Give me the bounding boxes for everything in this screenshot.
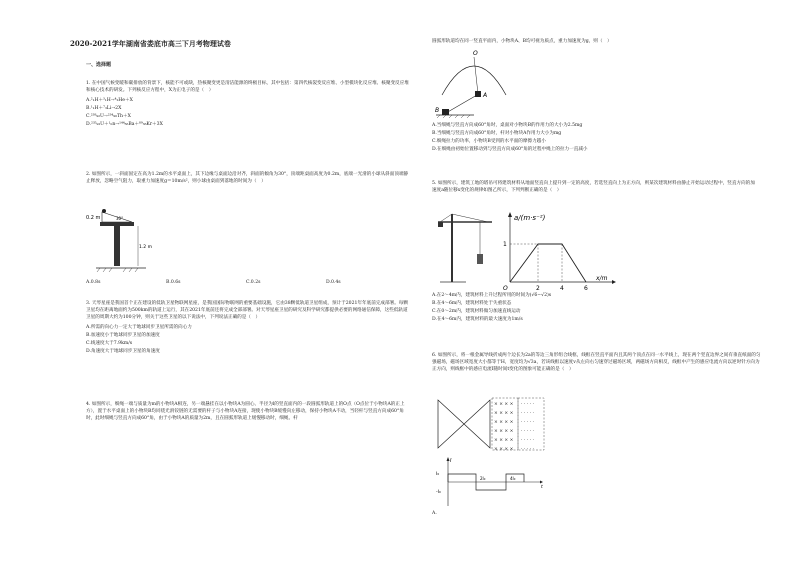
option-c: C.线速度大于7.9km/s	[86, 340, 133, 346]
x-axis-label: x/m	[596, 275, 608, 282]
label-a: A	[483, 92, 488, 99]
option-a: A.在2～4m内，建筑材料上升过程所用的时间为(√6−√2)s	[432, 293, 552, 298]
option-a: A.²₁H＋³₁H→⁴₂He＋X	[86, 98, 133, 104]
label-o: O	[473, 50, 478, 57]
label-2i0: 2I₀	[480, 476, 486, 481]
acceleration-line	[510, 244, 586, 282]
block-b	[442, 109, 449, 115]
question-5-options	[432, 292, 757, 324]
option-c: C.0.2s	[246, 280, 261, 285]
svg-text:· · · · ·: · · · · ·	[521, 429, 534, 434]
section-heading: 一、选择题	[86, 62, 112, 68]
svg-text:× × × ×: × × × ×	[494, 447, 514, 452]
svg-text:· · · · ·: · · · · ·	[521, 438, 534, 443]
question-2-text: 2. 如图所示，一斜面固定在高为1.2m的水平桌面上，其下边缘与桌面边沿对齐，斜面的倾角为30°，顶端距桌面高度为0.2m，底端一光滑的小球从斜面顶端静止释放，忽略空气阻力，取重力加速度g＝10m/s²，则小球由桌面到落地的时间为（ ）	[86, 172, 409, 185]
question-5	[432, 180, 757, 194]
option-a: A.所需的向心力一定大于地球同步卫星所需的向心力	[86, 324, 192, 330]
field-into-page	[494, 401, 514, 452]
svg-text:· · · · ·: · · · · ·	[521, 447, 534, 452]
arc-track	[442, 66, 506, 95]
option-d: D.²³⁵₉₂U＋¹₀n→¹⁴⁴₅₆Ba＋⁸⁹₃₆Kr＋3X	[86, 122, 163, 128]
option-a: A.0.8s	[86, 280, 101, 285]
option-c: C.在0～2m内，建筑材料做匀加速直线运动	[432, 309, 521, 314]
triangle-right	[464, 400, 490, 448]
svg-text:× × × ×: × × × ×	[494, 429, 514, 434]
label-0.2m: 0.2 m	[86, 215, 101, 221]
table-top	[100, 222, 134, 226]
question-6	[432, 352, 762, 374]
option-a: A.当细绳与竖直方向成60°角时，桌面对小物块B的作用力的大小为2.5mg	[432, 123, 583, 128]
crane-figure	[436, 210, 494, 286]
option-b: B.加速度小于地球同步卫星的加速度	[86, 332, 160, 338]
ground-hatch	[97, 268, 138, 272]
svg-text:× × × ×: × × × ×	[494, 411, 514, 416]
x-tick-6: 6	[584, 285, 588, 292]
load	[477, 254, 483, 264]
svg-text:· · · · ·: · · · · ·	[521, 411, 534, 416]
option-b: B.当细绳与竖直方向成60°角时，杆对小物块A作用力大小为mg	[432, 131, 562, 136]
label-neg-i0: -I₀	[436, 490, 441, 495]
y-axis-arrow	[508, 212, 512, 217]
option-d: D.0.4s	[326, 280, 341, 285]
svg-text:× × × ×: × × × ×	[494, 438, 514, 443]
question-4-options	[432, 122, 757, 154]
svg-text:· · · · ·: · · · · ·	[521, 420, 534, 425]
exam-title: 2020-2021学年湖南省娄底市高三下月考物理试卷	[70, 39, 231, 48]
x-tick-2: 2	[536, 285, 540, 292]
option-d: D.在细绳由初始位置移动到与竖直方向成60°角的过程中绳上的拉力一直减小	[432, 147, 588, 152]
question-5-text: 5. 如图所示，建筑工地的塔吊可将建筑材料从地面竖直向上提升到一定的高度，若选竖直向上为正方向，则某次建筑材料由静止开始运动过程中，竖直方向的加速度a随位移x变化的规律如图乙所示，下列判断正确的是（ ）	[432, 181, 755, 194]
option-b: B.0.6s	[166, 280, 181, 285]
label-30deg: 30°	[116, 216, 124, 221]
rod	[446, 95, 477, 113]
option-a: A.	[432, 511, 437, 516]
question-4	[86, 401, 411, 423]
label-i0: I₀	[436, 472, 440, 477]
svg-text:× × × ×: × × × ×	[494, 402, 514, 407]
block-a	[475, 91, 481, 97]
label-1.2m: 1.2 m	[139, 245, 152, 250]
option-c: C.²³⁸₉₂U→²³⁴₉₀Th＋X	[86, 114, 131, 120]
crane-cable-back	[440, 214, 452, 222]
question-2	[86, 171, 411, 185]
svg-text:· · · · ·: · · · · ·	[521, 402, 534, 407]
ball	[102, 209, 106, 213]
x-tick-4: 4	[560, 285, 564, 292]
question-3	[86, 300, 411, 356]
svg-text:× × × ×: × × × ×	[494, 420, 514, 425]
option-d: D.角速度大于地球同步卫星的角速度	[86, 348, 160, 354]
field-out-of-page	[521, 402, 534, 452]
current-time-graph	[436, 456, 546, 510]
question-6-text: 6. 如图所示，将一根金属导线折成两个边长为2a的等边三角形组合线框，线框在竖直平面内且其两个顶点在同一水平线上，现在两个竖直边界之间有垂直纸面的匀强磁场，磁场区域宽度大小都等于H，宽度均为√3a，若该线框以速度v从左向右匀速穿过磁场区域，两磁场方向相反，线框中产生的感应电流方向以逆时针方向为正方向，则线框中的感应电流I随时间t变化的图象可能正确的是（ ）	[432, 353, 761, 373]
question-6-options	[432, 510, 762, 518]
question-2-figure	[86, 206, 152, 276]
question-4-continued	[432, 38, 757, 45]
question-4-continued-text: 圆弧形轨道均在同一竖直平面内，小物块A、B均可视为质点，重力加速度为g，则（ ）	[432, 39, 612, 44]
label-4i0: 4I₀	[510, 476, 516, 481]
option-d: D.在4～6m内，建筑材料的最大速度为1m/s	[432, 317, 523, 322]
magnetic-field-figure	[436, 396, 546, 452]
option-b: B.在4～6m内，建筑材料处于失重状态	[432, 301, 512, 306]
i-axis-label: I	[450, 458, 452, 464]
question-4-figure	[434, 47, 514, 119]
acceleration-chart	[498, 210, 618, 290]
crane-cable	[452, 214, 488, 222]
counterweight	[438, 222, 443, 227]
option-c: C.细绳拉力的功率，小物块B受到的水平面的摩擦力越小	[432, 139, 546, 144]
table-leg	[114, 226, 120, 266]
y-tick-1: 1	[503, 241, 507, 248]
question-1-text: 1. 在中国气候变暖和碳排放的背景下，核能不可或缺，热核聚变更是清洁能源的终极目标，其中包括：第四代核裂变反应堆、小型模块化反应堆、核聚变反应堆和核心技术的研发。下列核反应方程中，X为正电子的是（ ）	[86, 81, 409, 94]
question-2-options	[86, 279, 411, 286]
y-axis-label: a/(m·s⁻²)	[514, 214, 546, 222]
question-1	[86, 80, 411, 129]
t-axis-arrow	[540, 481, 543, 484]
triangle-left	[438, 400, 464, 448]
x-axis-arrow	[612, 280, 616, 284]
question-4-text: 4. 如图所示，细绳一端与质量为m的小物块A相连，另一端悬挂在以小物块A为圆心、半径为l的竖直面内的一段圆弧形轨道上的O点（O点位于小物块A的正上方），置于水平桌面上的小物块B均同绕光滑铰链的无需要的杆子与小物块A连接，现使小物块B缓慢向左移动，保持小物块A不动，当轻杆与竖直方向成60°角时，此时细绳与竖直方向成60°角，由于小物块A的质量为2m，且在圆弧形轨道上缓慢移动时，细绳、杆	[86, 402, 405, 422]
ground-hatch	[437, 115, 470, 118]
rope	[474, 57, 478, 94]
option-b: B.¹₁H＋⁷₃Li→2X	[86, 106, 122, 112]
origin-label: O	[503, 285, 508, 292]
t-axis-label: t	[541, 485, 543, 490]
question-3-text: 3. 天琴星座是我国首个正在建设的低轨卫星物联网星座，是我国国际物联网的重要基础设施，它由38颗低轨道卫星组成，预计于2021年年底前完成部署。每颗卫星均在距离地面约为500km的轨道上运行，其在2021年底前还将完成全部部署。对天琴星座卫星的研究及科学研究都提供必要的网络通信保障，这些低轨道卫星的周期大约为100分钟，则关于这些卫星的以下说法中，下列说法正确的是（ ）	[86, 301, 408, 321]
label-b: B	[435, 107, 440, 114]
